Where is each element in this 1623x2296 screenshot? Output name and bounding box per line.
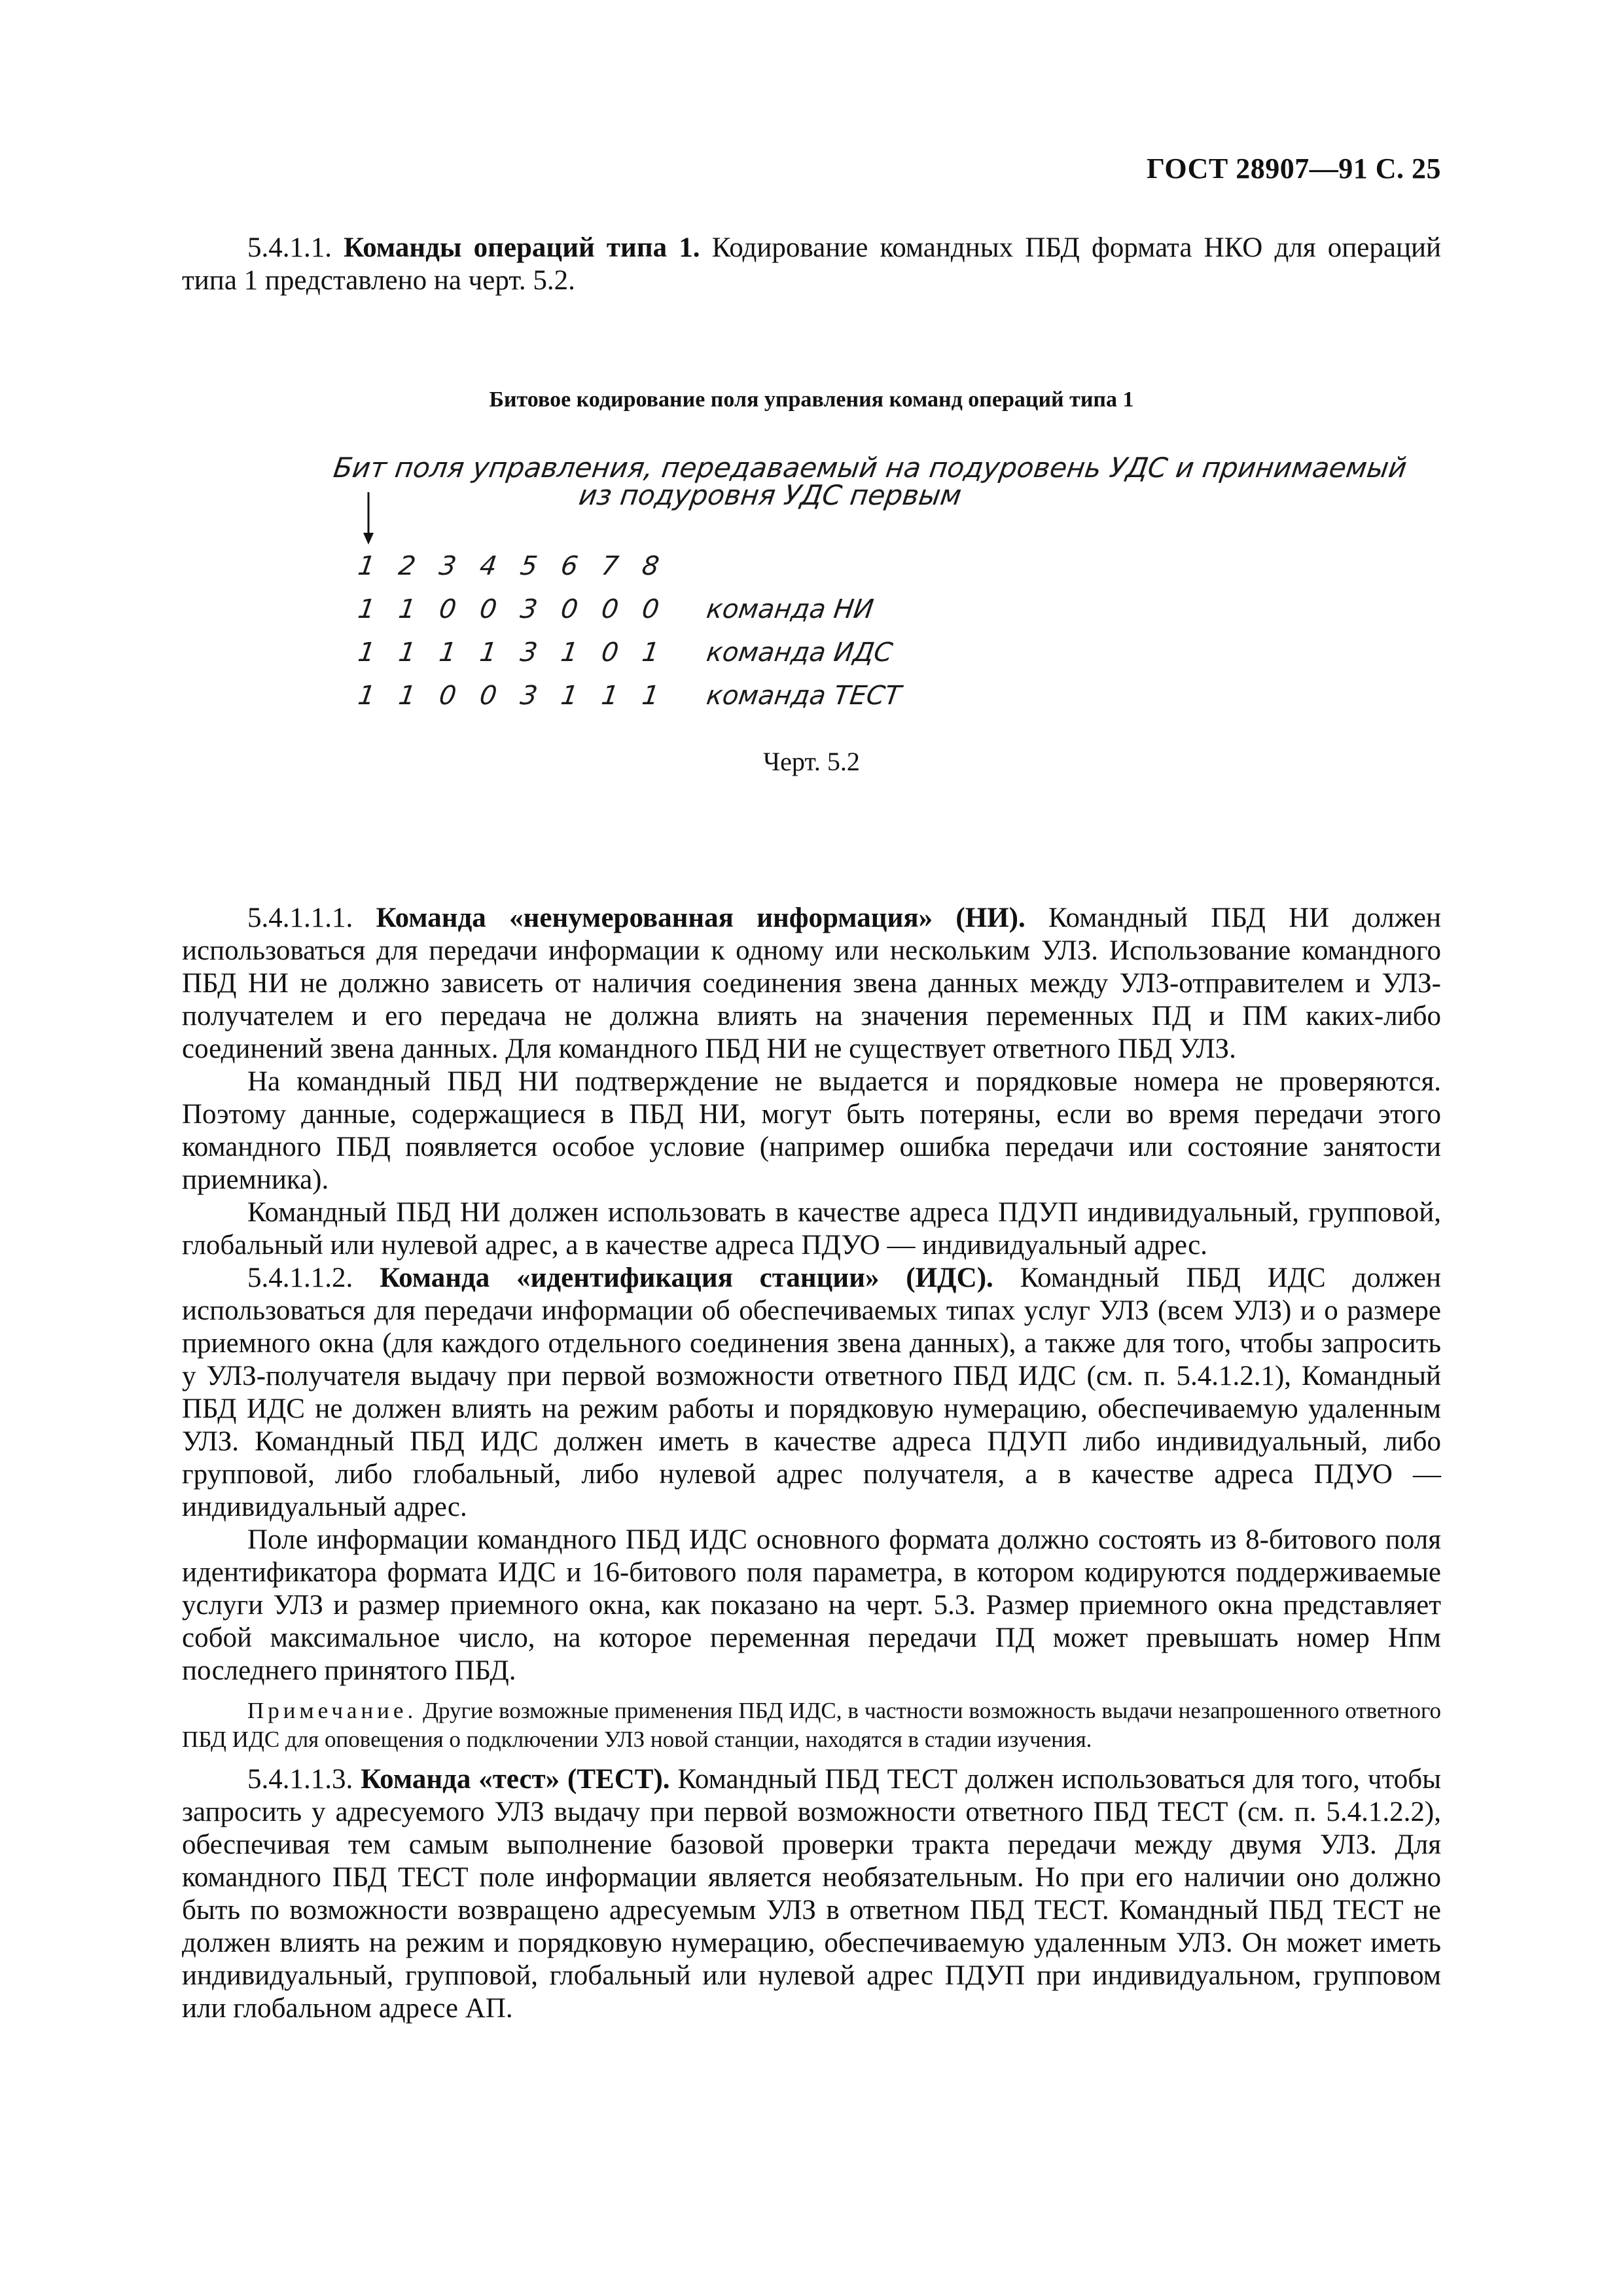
- paragraph: [182, 1763, 1441, 2025]
- bit-cell: 3: [518, 681, 539, 711]
- bit-cell: 1: [599, 681, 620, 711]
- main-text: [182, 902, 1441, 2025]
- paragraph: На командный ПБД НИ подтверждение не выдается и порядковые номера не проверяются. Поэтому данные, содержащиеся в ПБД НИ, могут быть потеряны, если во время передачи этого командного ПБД появляется особое условие (например ошибка передачи или состояние занятости приемника).: [182, 1066, 1441, 1195]
- bit-cell: 1: [640, 637, 661, 668]
- bit-cell: 8: [640, 551, 661, 581]
- clause-text: Командный ПБД ТЕСТ должен использоваться для того, чтобы запросить у адресуемого УЛЗ выдачу при первой возможности ответного ПБД ТЕСТ (см. п. 5.4.1.2.2), обеспечивая тем самым выполнение базовой проверки тракта передачи между двумя УЛЗ. Для командного ПБД ТЕСТ поле информации является необязательным. Но при его наличии оно должно быть по возможности возвращено адресуемым УЛЗ в ответном ПБД ТЕСТ. Командный ПБД ТЕСТ не должен влиять на режим и порядковую нумерацию, обеспечиваемую удаленным УЛЗ. Он может иметь индивидуальный, групповой, глобальный или нулевой адрес ПДУП при индивидуальном, групповом или глобальном адресе АП.: [182, 1764, 1442, 2024]
- clause-heading: Команда «идентификация станции» (ИДС).: [380, 1263, 993, 1293]
- command-label: команда НИ: [704, 594, 876, 624]
- figure-title: Битовое кодирование поля управления команд операций типа 1: [489, 387, 1134, 412]
- command-label: команда ТЕСТ: [704, 681, 903, 711]
- clause-text: Командный ПБД ИДС должен использоваться для передачи информации об обеспечиваемых типах услуг УЛЗ (всем УЛЗ) и о размере приемного окна (для каждого отдельного соединения звена данных), а также для того, чтобы запросить у УЛЗ-получателя выдачу при первой возможности ответного ПБД ИДС (см. п. 5.4.1.2.1), Командный ПБД ИДС не должен влиять на режим работы и порядковую нумерацию, обеспечиваемую удаленным УЛЗ. Командный ПБД ИДС должен иметь в качестве адреса ПДУП либо индивидуальный, либо групповой, либо глобальный, либо нулевой адрес получателя, а в качестве адреса ПДУО — индивидуальный адрес.: [182, 1263, 1441, 1522]
- bit-cell: 1: [356, 594, 377, 624]
- bit-cell: 1: [397, 681, 418, 711]
- paragraph: Командный ПБД НИ должен использовать в качестве адреса ПДУП индивидуальный, групповой, глобальный или нулевой адрес, а в качестве адреса ПДУО — индивидуальный адрес.: [182, 1197, 1441, 1261]
- clause-heading: Команда «ненумерованная информация» (НИ).: [376, 903, 1026, 933]
- note: [182, 1696, 1441, 1754]
- bit-cell: 0: [437, 681, 458, 711]
- clause-text: Командный ПБД НИ должен использоваться для передачи информации к одному или нескольким УЛЗ. Использование командного ПБД НИ не должно зависеть от наличия соединения звена данных между УЛЗ-отправителем и УЛЗ-получателем и его передача не должна влиять на значения переменных ПД и ПМ каких-либо соединений звена данных. Для командного ПБД НИ не существует ответного ПБД УЛЗ.: [182, 903, 1441, 1064]
- bit-cell: 7: [599, 551, 620, 581]
- bit-cell: 3: [518, 594, 539, 624]
- bit-cell: 0: [478, 681, 499, 711]
- clause-number: 5.4.1.1.1.: [247, 903, 353, 933]
- clause-heading: Команда «тест» (ТЕСТ).: [361, 1764, 670, 1795]
- bit-cell: 0: [599, 637, 620, 668]
- section-heading: Команды операций типа 1.: [344, 232, 700, 263]
- bit-cell: 1: [478, 637, 499, 668]
- section-5-4-1-1: [182, 232, 1441, 297]
- bit-cell: 1: [397, 594, 418, 624]
- bit-cell: 0: [437, 594, 458, 624]
- paragraph: [182, 232, 1441, 297]
- bit-cell: 1: [356, 637, 377, 668]
- clause-number: 5.4.1.1.3.: [247, 1764, 353, 1795]
- paragraph: [182, 902, 1441, 1066]
- bit-cell: 1: [356, 681, 377, 711]
- bit-cell: 6: [559, 551, 580, 581]
- bit-cell: 0: [640, 594, 661, 624]
- note-label: Примечание.: [247, 1698, 418, 1723]
- bit-cell: 3: [437, 551, 458, 581]
- bit-cell: 0: [478, 594, 499, 624]
- figure-bit-table: [331, 452, 1409, 726]
- paragraph: Поле информации командного ПБД ИДС основного формата должно состоять из 8-битового поля идентификатора формата ИДС и 16-битового поля параметра, в котором кодируются поддерживаемые услуги УЛЗ и размер приемного окна, как показано на черт. 5.3. Размер приемного окна представляет собой максимальное число, на которое переменная передачи ПД может превышать номер Нпм последнего принятого ПБД.: [182, 1524, 1441, 1686]
- bit-cell: 1: [559, 637, 580, 668]
- bit-cell: 0: [559, 594, 580, 624]
- section-number: 5.4.1.1.: [247, 232, 332, 263]
- bit-cell: 1: [559, 681, 580, 711]
- arrow-down-icon: [359, 492, 378, 545]
- page-header: ГОСТ 28907—91 С. 25: [1146, 152, 1441, 185]
- bit-cell: 0: [599, 594, 620, 624]
- bit-cell: 3: [518, 637, 539, 668]
- figure-caption: Черт. 5.2: [763, 747, 860, 776]
- note-text: Другие возможные применения ПБД ИДС, в частности возможность выдачи незапрошенного ответного ПБД ИДС для оповещения о подключении УЛЗ новой станции, находятся в стадии изучения.: [182, 1698, 1441, 1752]
- bit-cell: 1: [356, 551, 377, 581]
- figure-annotation-line1: Бит поля управления, передаваемый на подуровень УДС и принимаемый: [331, 452, 1409, 484]
- paragraph: [182, 1262, 1441, 1524]
- bit-cell: 1: [437, 637, 458, 668]
- bit-cell: 4: [478, 551, 499, 581]
- bit-cell: 2: [397, 551, 418, 581]
- figure-annotation-line2: из подуровня УДС первым: [577, 479, 964, 511]
- bit-cell: 1: [640, 681, 661, 711]
- bit-cell: 1: [397, 637, 418, 668]
- clause-number: 5.4.1.1.2.: [247, 1263, 353, 1293]
- section-text: Кодирование командных ПБД формата НКО для операций типа 1 представлено на черт. 5.2.: [182, 232, 1442, 296]
- command-label: команда ИДС: [704, 637, 895, 668]
- bit-cell: 5: [518, 551, 539, 581]
